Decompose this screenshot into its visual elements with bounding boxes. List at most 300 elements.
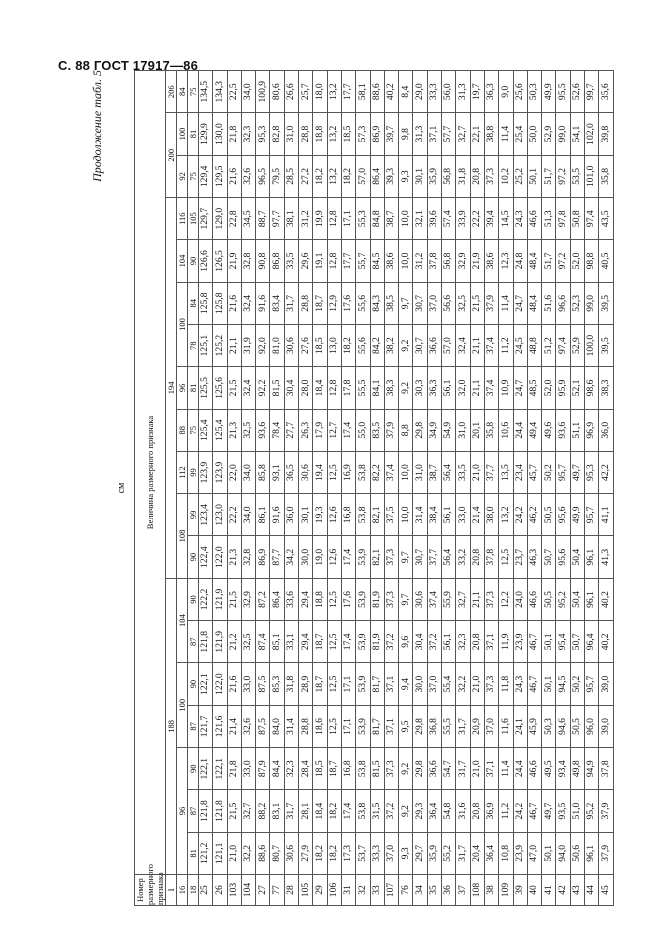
table-cell: 97,2 — [556, 240, 570, 282]
table-cell: 24,4 — [513, 748, 527, 790]
row-feature-number: 35 — [427, 875, 441, 906]
table-cell: 32,3 — [241, 113, 255, 155]
table-cell: 17,7 — [341, 240, 355, 282]
row-feature-number: 29 — [313, 875, 327, 906]
table-cell: 37,3 — [484, 155, 498, 197]
table-row — [199, 71, 213, 906]
table-cell: 55,2 — [442, 832, 456, 874]
table-cell: 16,8 — [341, 494, 355, 536]
table-cell: 90,8 — [256, 240, 270, 282]
table-cell: 23,9 — [513, 621, 527, 663]
table-row — [384, 71, 398, 906]
table-cell: 97,8 — [556, 198, 570, 240]
table-cell: 18,0 — [313, 71, 327, 113]
table-cell: 47,0 — [527, 832, 541, 874]
table-cell: 86,9 — [256, 536, 270, 578]
table-cell: 97,7 — [270, 198, 284, 240]
table-cell: 121,9 — [213, 621, 227, 663]
table-cell: 84,2 — [370, 324, 384, 366]
table-cell: 37,7 — [427, 536, 441, 578]
table-cell: 39,4 — [484, 198, 498, 240]
table-cell: 129,7 — [199, 198, 213, 240]
table-cell: 11,4 — [499, 282, 513, 324]
table-cell: 56,8 — [442, 240, 456, 282]
table-cell: 16,9 — [341, 451, 355, 493]
table-cell: 53,8 — [356, 790, 370, 832]
table-cell: 21,8 — [227, 113, 241, 155]
row-feature-number: 77 — [270, 875, 284, 906]
table-cell: 30,7 — [413, 282, 427, 324]
table-cell: 12,5 — [327, 621, 341, 663]
table-cell: 40,5 — [599, 240, 614, 282]
table-cell: 96,1 — [585, 536, 599, 578]
table-cell: 17,7 — [341, 71, 355, 113]
table-cell: 37,9 — [384, 409, 398, 451]
table-cell: 129,9 — [199, 113, 213, 155]
table-cell: 17,1 — [341, 198, 355, 240]
table-cell: 12,6 — [327, 494, 341, 536]
table-cell: 37,8 — [599, 748, 614, 790]
table-cell: 31,2 — [413, 240, 427, 282]
table-cell: 50,1 — [542, 832, 556, 874]
table-cell: 21,2 — [227, 621, 241, 663]
table-cell: 32,1 — [413, 198, 427, 240]
table-cell: 48,5 — [527, 367, 541, 409]
table-cell: 82,1 — [370, 536, 384, 578]
table-cell: 18,7 — [313, 663, 327, 705]
table-cell: 53,5 — [570, 155, 584, 197]
table-cell: 10,6 — [499, 409, 513, 451]
table-cell: 52,6 — [570, 71, 584, 113]
table-cell: 121,1 — [213, 832, 227, 874]
header-feature-16: 16 — [177, 875, 188, 906]
table-cell: 31,7 — [456, 705, 470, 747]
table-cell: 13,2 — [327, 113, 341, 155]
header-feature-18: 18 — [188, 875, 199, 906]
table-cell: 37,3 — [384, 536, 398, 578]
table-cell: 18,7 — [313, 621, 327, 663]
table-cell: 38,6 — [384, 240, 398, 282]
table-cell: 32,4 — [241, 282, 255, 324]
table-cell: 87,5 — [256, 705, 270, 747]
table-cell: 78,4 — [270, 409, 284, 451]
table-cell: 32,5 — [456, 282, 470, 324]
table-cell: 134,5 — [199, 71, 213, 113]
table-cell: 46,7 — [527, 663, 541, 705]
table-cell: 31,8 — [456, 155, 470, 197]
table-cell: 129,5 — [213, 155, 227, 197]
table-cell: 38,7 — [384, 198, 398, 240]
table-cell: 9,7 — [399, 536, 413, 578]
table-cell: 17,6 — [341, 578, 355, 620]
table-cell: 51,3 — [542, 198, 556, 240]
table-cell: 27,6 — [299, 324, 313, 366]
table-row — [470, 71, 484, 906]
table-cell: 34,2 — [284, 536, 298, 578]
table-cell: 21,0 — [470, 451, 484, 493]
table-cell: 37,8 — [484, 536, 498, 578]
table-cell: 122,1 — [199, 748, 213, 790]
header-sub: 87 — [188, 705, 199, 747]
table-cell: 46,6 — [527, 578, 541, 620]
table-cell: 101,0 — [585, 155, 599, 197]
table-cell: 49,8 — [570, 748, 584, 790]
table-cell: 45,7 — [527, 451, 541, 493]
table-cell: 100,9 — [256, 71, 270, 113]
table-cell: 81,5 — [270, 367, 284, 409]
table-cell: 80,6 — [270, 71, 284, 113]
table-cell: 22,2 — [470, 198, 484, 240]
table-cell: 14,5 — [499, 198, 513, 240]
table-cell: 93,1 — [270, 451, 284, 493]
table-cell: 84,3 — [370, 282, 384, 324]
table-cell: 30,0 — [413, 663, 427, 705]
table-row — [484, 71, 498, 906]
table-cell: 134,3 — [213, 71, 227, 113]
table-cell: 81,0 — [270, 324, 284, 366]
row-feature-number: 45 — [599, 875, 614, 906]
table-cell: 50,7 — [542, 536, 556, 578]
table-cell: 46,2 — [527, 494, 541, 536]
table-row — [542, 71, 556, 906]
table-cell: 53,9 — [356, 578, 370, 620]
table-cell: 38,0 — [484, 494, 498, 536]
table-cell: 85,8 — [256, 451, 270, 493]
table-cell: 20,8 — [470, 536, 484, 578]
table-cell: 96,6 — [556, 282, 570, 324]
table-cell: 121,2 — [199, 832, 213, 874]
table-cell: 37,0 — [384, 832, 398, 874]
table-cell: 48,4 — [527, 282, 541, 324]
table-cell: 24,1 — [513, 705, 527, 747]
table-cell: 95,4 — [556, 621, 570, 663]
table-cell: 92,0 — [256, 324, 270, 366]
table-cell: 36,5 — [284, 451, 298, 493]
table-cell: 56,1 — [442, 621, 456, 663]
table-cell: 24,5 — [513, 324, 527, 366]
table-cell: 38,1 — [284, 198, 298, 240]
table-cell: 37,9 — [599, 832, 614, 874]
table-cell: 11,4 — [499, 748, 513, 790]
table-cell: 20,9 — [470, 705, 484, 747]
header-height: 206 — [166, 71, 177, 113]
table-cell: 17,1 — [341, 705, 355, 747]
table-cell: 121,7 — [199, 705, 213, 747]
table-cell: 50,4 — [570, 536, 584, 578]
table-cell: 24,0 — [513, 578, 527, 620]
table-cell: 32,9 — [241, 578, 255, 620]
table-cell: 29,7 — [413, 832, 427, 874]
table-cell: 21,4 — [470, 494, 484, 536]
table-cell: 79,5 — [270, 155, 284, 197]
table-cell: 30,7 — [413, 324, 427, 366]
table-cell: 48,4 — [527, 240, 541, 282]
table-cell: 93,6 — [556, 409, 570, 451]
table-cell: 33,5 — [456, 451, 470, 493]
table-cell: 27,2 — [299, 155, 313, 197]
header-height: 200 — [166, 113, 177, 198]
table-cell: 39,0 — [599, 663, 614, 705]
table-cell: 32,4 — [456, 324, 470, 366]
table-cell: 30,6 — [413, 578, 427, 620]
row-feature-number: 38 — [484, 875, 498, 906]
table-cell: 9,2 — [399, 324, 413, 366]
table-cell: 95,3 — [256, 113, 270, 155]
table-cell: 30,4 — [284, 367, 298, 409]
table-row — [299, 71, 313, 906]
table-cell: 48,8 — [527, 324, 541, 366]
table-cell: 97,2 — [556, 155, 570, 197]
table-cell: 53,8 — [356, 748, 370, 790]
table-cell: 129,0 — [213, 198, 227, 240]
table-cell: 21,9 — [470, 240, 484, 282]
header-sub: 90 — [188, 536, 199, 578]
header-height: 194 — [166, 198, 177, 579]
table-cell: 88,6 — [370, 71, 384, 113]
table-cell: 56,1 — [442, 494, 456, 536]
row-feature-number: 25 — [199, 875, 213, 906]
table-cell: 39,5 — [599, 282, 614, 324]
table-row — [599, 71, 614, 906]
table-cell: 10,9 — [499, 367, 513, 409]
table-cell: 100,0 — [585, 324, 599, 366]
table-cell: 37,0 — [427, 663, 441, 705]
table-cell: 29,0 — [413, 71, 427, 113]
table-cell: 31,0 — [284, 113, 298, 155]
row-feature-number: 33 — [370, 875, 384, 906]
header-col-I: I — [166, 875, 177, 906]
table-cell: 125,8 — [199, 282, 213, 324]
row-feature-number: 43 — [570, 875, 584, 906]
table-cell: 39,8 — [599, 113, 614, 155]
table-cell: 18,8 — [313, 113, 327, 155]
table-cell: 38,7 — [427, 451, 441, 493]
table-cell: 33,6 — [284, 578, 298, 620]
table-cell: 53,8 — [356, 451, 370, 493]
table-cell: 34,0 — [241, 494, 255, 536]
table-cell: 49,7 — [542, 790, 556, 832]
table-cell: 86,1 — [256, 494, 270, 536]
table-cell: 49,9 — [542, 71, 556, 113]
table-row — [241, 71, 255, 906]
table-cell: 52,3 — [570, 282, 584, 324]
table-cell: 56,0 — [442, 71, 456, 113]
table-cell: 33,3 — [370, 832, 384, 874]
table-row — [227, 71, 241, 906]
table-cell: 50,4 — [570, 578, 584, 620]
table-cell: 51,7 — [542, 155, 556, 197]
table-cell: 30,0 — [299, 536, 313, 578]
table-row — [456, 71, 470, 906]
table-cell: 102,0 — [585, 113, 599, 155]
header-group: 100 — [177, 113, 188, 155]
table-cell: 96,1 — [585, 832, 599, 874]
table-cell: 19,9 — [313, 198, 327, 240]
table-cell: 22,5 — [227, 71, 241, 113]
row-feature-number: 106 — [327, 875, 341, 906]
table-cell: 56,1 — [442, 367, 456, 409]
table-cell: 25,4 — [513, 113, 527, 155]
table-cell: 37,3 — [484, 578, 498, 620]
table-cell: 12,5 — [327, 578, 341, 620]
table-cell: 32,6 — [241, 705, 255, 747]
table-cell: 13,0 — [327, 324, 341, 366]
header-sub: 81 — [188, 832, 199, 874]
table-cell: 85,1 — [270, 621, 284, 663]
table-cell: 30,1 — [413, 155, 427, 197]
table-cell: 10,0 — [399, 451, 413, 493]
header-group: 92 — [177, 155, 188, 197]
table-cell: 53,7 — [356, 832, 370, 874]
table-cell: 32,8 — [241, 536, 255, 578]
header-feature-number: Номер размерного признака — [135, 864, 165, 905]
table-cell: 21,8 — [227, 748, 241, 790]
table-cell: 26,6 — [284, 71, 298, 113]
table-cell: 33,9 — [456, 198, 470, 240]
table-cell: 54,7 — [442, 748, 456, 790]
table-cell: 125,5 — [199, 367, 213, 409]
table-cell: 18,2 — [327, 790, 341, 832]
table-cell: 33,0 — [241, 748, 255, 790]
table-cell: 28,8 — [299, 282, 313, 324]
table-row — [356, 71, 370, 906]
table-cell: 97,4 — [556, 324, 570, 366]
header-sub: 90 — [188, 578, 199, 620]
header-sub: 99 — [188, 451, 199, 493]
table-cell: 25,7 — [299, 71, 313, 113]
table-cell: 37,4 — [484, 324, 498, 366]
table-cell: 49,4 — [527, 409, 541, 451]
table-cell: 11,9 — [499, 621, 513, 663]
table-cell: 94,0 — [556, 832, 570, 874]
table-cell: 39,5 — [599, 324, 614, 366]
table-cell: 32,2 — [456, 663, 470, 705]
header-sub: 84 — [188, 282, 199, 324]
table-cell: 18,4 — [313, 790, 327, 832]
table-cell: 37,0 — [484, 705, 498, 747]
table-row — [327, 71, 341, 906]
table-cell: 20,8 — [470, 790, 484, 832]
table-cell: 22,8 — [227, 198, 241, 240]
table-cell: 38,2 — [384, 324, 398, 366]
table-cell: 35,8 — [484, 409, 498, 451]
table-cell: 46,6 — [527, 198, 541, 240]
table-cell: 18,2 — [313, 155, 327, 197]
table-cell: 51,0 — [570, 790, 584, 832]
table-cell: 38,5 — [384, 282, 398, 324]
table-cell: 31,3 — [456, 71, 470, 113]
table-cell: 81,9 — [370, 621, 384, 663]
table-cell: 122,0 — [213, 536, 227, 578]
table-cell: 82,2 — [370, 451, 384, 493]
table-cell: 84,1 — [370, 367, 384, 409]
table-cell: 36,3 — [484, 71, 498, 113]
table-cell: 12,8 — [327, 198, 341, 240]
table-cell: 50,1 — [542, 621, 556, 663]
row-feature-number: 37 — [456, 875, 470, 906]
table-row — [341, 71, 355, 906]
table-row — [556, 71, 570, 906]
table-cell: 24,7 — [513, 282, 527, 324]
table-cell: 9,2 — [399, 748, 413, 790]
table-cell: 21,0 — [470, 663, 484, 705]
table-cell: 51,6 — [542, 282, 556, 324]
table-cell: 80,7 — [270, 832, 284, 874]
table-cell: 56,8 — [442, 155, 456, 197]
table-cell: 31,0 — [456, 409, 470, 451]
table-cell: 125,1 — [199, 324, 213, 366]
table-cell: 86,8 — [270, 240, 284, 282]
table-cell: 88,7 — [256, 198, 270, 240]
table-cell: 13,2 — [499, 494, 513, 536]
table-cell: 32,7 — [241, 790, 255, 832]
table-cell: 87,4 — [256, 621, 270, 663]
table-cell: 24,2 — [513, 790, 527, 832]
table-cell: 95,3 — [585, 451, 599, 493]
table-cell: 32,6 — [241, 155, 255, 197]
table-cell: 37,8 — [427, 240, 441, 282]
table-cell: 30,3 — [413, 367, 427, 409]
table-cell: 32,8 — [241, 240, 255, 282]
table-cell: 32,4 — [241, 367, 255, 409]
table-cell: 37,3 — [484, 663, 498, 705]
table-cell: 98,6 — [585, 367, 599, 409]
table-cell: 55,6 — [356, 324, 370, 366]
header-sub: 75 — [188, 409, 199, 451]
table-cell: 20,8 — [470, 155, 484, 197]
table-cell: 21,0 — [227, 832, 241, 874]
table-cell: 35,6 — [599, 71, 614, 113]
table-cell: 122,1 — [213, 748, 227, 790]
table-cell: 38,3 — [384, 367, 398, 409]
table-cell: 34,5 — [241, 198, 255, 240]
table-cell: 12,9 — [327, 282, 341, 324]
row-feature-number: 28 — [284, 875, 298, 906]
table-cell: 42,2 — [599, 451, 614, 493]
table-cell: 95,9 — [556, 367, 570, 409]
table-cell: 21,6 — [227, 155, 241, 197]
table-row — [213, 71, 227, 906]
table-cell: 29,8 — [413, 705, 427, 747]
table-cell: 18,4 — [313, 367, 327, 409]
table-cell: 125,8 — [213, 282, 227, 324]
table-cell: 85,3 — [270, 663, 284, 705]
table-cell: 32,3 — [284, 748, 298, 790]
table-cell: 29,3 — [413, 790, 427, 832]
table-cell: 87,7 — [270, 536, 284, 578]
table-cell: 52,0 — [542, 367, 556, 409]
row-feature-number: 42 — [556, 875, 570, 906]
table-cell: 36,9 — [484, 790, 498, 832]
table-cell: 125,4 — [199, 409, 213, 451]
row-feature-number: 103 — [227, 875, 241, 906]
table-cell: 33,0 — [241, 663, 255, 705]
table-cell: 55,3 — [356, 198, 370, 240]
row-feature-number: 105 — [299, 875, 313, 906]
table-cell: 18,5 — [313, 748, 327, 790]
table-cell: 38,3 — [599, 367, 614, 409]
table-cell: 53,9 — [356, 621, 370, 663]
table-cell: 31,2 — [299, 198, 313, 240]
table-cell: 93,6 — [256, 409, 270, 451]
table-cell: 21,3 — [227, 409, 241, 451]
table-cell: 38,6 — [484, 240, 498, 282]
table-cell: 10,0 — [399, 240, 413, 282]
table-cell: 52,9 — [542, 113, 556, 155]
table-cell: 33,5 — [284, 240, 298, 282]
table-cell: 37,2 — [427, 621, 441, 663]
table-cell: 17,8 — [341, 367, 355, 409]
